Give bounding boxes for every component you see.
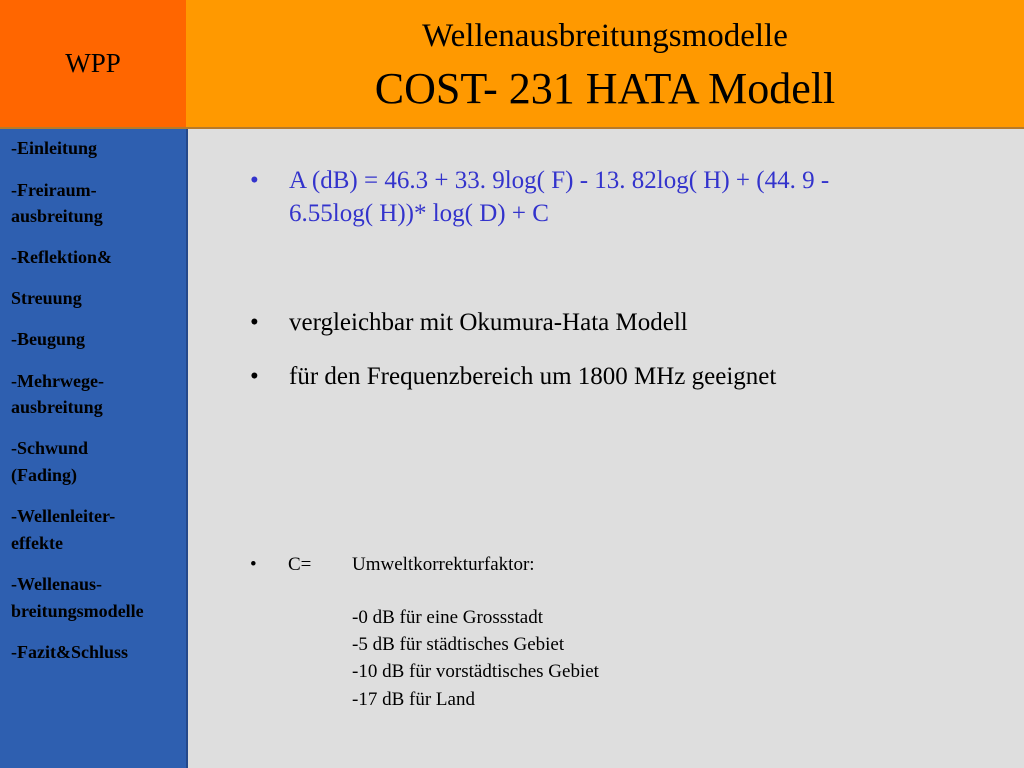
correction-value: -0 dB für eine Grossstadt bbox=[352, 607, 544, 628]
bullet-icon: • bbox=[250, 363, 259, 390]
formula-line-1: A (dB) = 46.3 + 33. 9log( F) - 13. 82log( H) + (44. 9 - bbox=[289, 167, 830, 194]
sidebar-item-wellenausbreitung[interactable]: -Wellenaus- bbox=[11, 574, 103, 594]
sidebar-item-freiraum-cont[interactable]: ausbreitung bbox=[11, 206, 103, 226]
bullet-icon: • bbox=[250, 309, 259, 336]
correction-title: Umweltkorrekturfaktor: bbox=[352, 554, 535, 575]
sidebar-item-beugung[interactable]: -Beugung bbox=[11, 329, 86, 349]
point-okumura-text: vergleichbar mit Okumura-Hata Modell bbox=[289, 309, 688, 336]
logo-text: WPP bbox=[65, 48, 121, 78]
sidebar-item-fazit[interactable]: -Fazit&Schluss bbox=[11, 642, 128, 662]
formula-line-2: 6.55log( H))* log( D) + C bbox=[289, 200, 549, 227]
sidebar-nav bbox=[0, 129, 186, 768]
correction-value: -10 dB für vorstädtisches Gebiet bbox=[352, 661, 599, 682]
formula-text bbox=[289, 164, 944, 230]
bullet-icon: • bbox=[250, 554, 257, 575]
logo bbox=[0, 0, 186, 127]
sidebar-item-streuung[interactable]: Streuung bbox=[11, 288, 82, 308]
sidebar-item-reflektion[interactable]: -Reflektion& bbox=[11, 247, 112, 267]
correction-value: -17 dB für Land bbox=[352, 689, 475, 710]
slide-title: Wellenausbreitungsmodelle bbox=[422, 18, 788, 54]
sidebar-item-wellenleiter[interactable]: -Wellenleiter- bbox=[11, 506, 116, 526]
sidebar-item-schwund[interactable]: -Schwund bbox=[11, 438, 89, 458]
sidebar-item-schwund-cont[interactable]: (Fading) bbox=[11, 465, 78, 485]
sidebar-edge bbox=[186, 129, 188, 768]
point-frequency-text: für den Frequenzbereich um 1800 MHz geeignet bbox=[289, 363, 777, 390]
sidebar-item-einleitung[interactable]: -Einleitung bbox=[11, 138, 98, 158]
correction-label: C= bbox=[288, 554, 312, 575]
correction-value: -5 dB für städtisches Gebiet bbox=[352, 634, 565, 655]
sidebar-item-mehrwege[interactable]: -Mehrwege- bbox=[11, 371, 104, 391]
sidebar-item-mehrwege-cont[interactable]: ausbreitung bbox=[11, 397, 103, 417]
sidebar-item-wellenausbreitung-cont[interactable]: breitungsmodelle bbox=[11, 601, 144, 621]
sidebar-item-freiraum[interactable]: -Freiraum- bbox=[11, 180, 97, 200]
slide-subtitle: COST- 231 HATA Modell bbox=[374, 64, 836, 113]
bullet-icon: • bbox=[250, 167, 259, 194]
sidebar-item-wellenleiter-cont[interactable]: effekte bbox=[11, 533, 63, 553]
title-bar bbox=[186, 0, 1024, 127]
